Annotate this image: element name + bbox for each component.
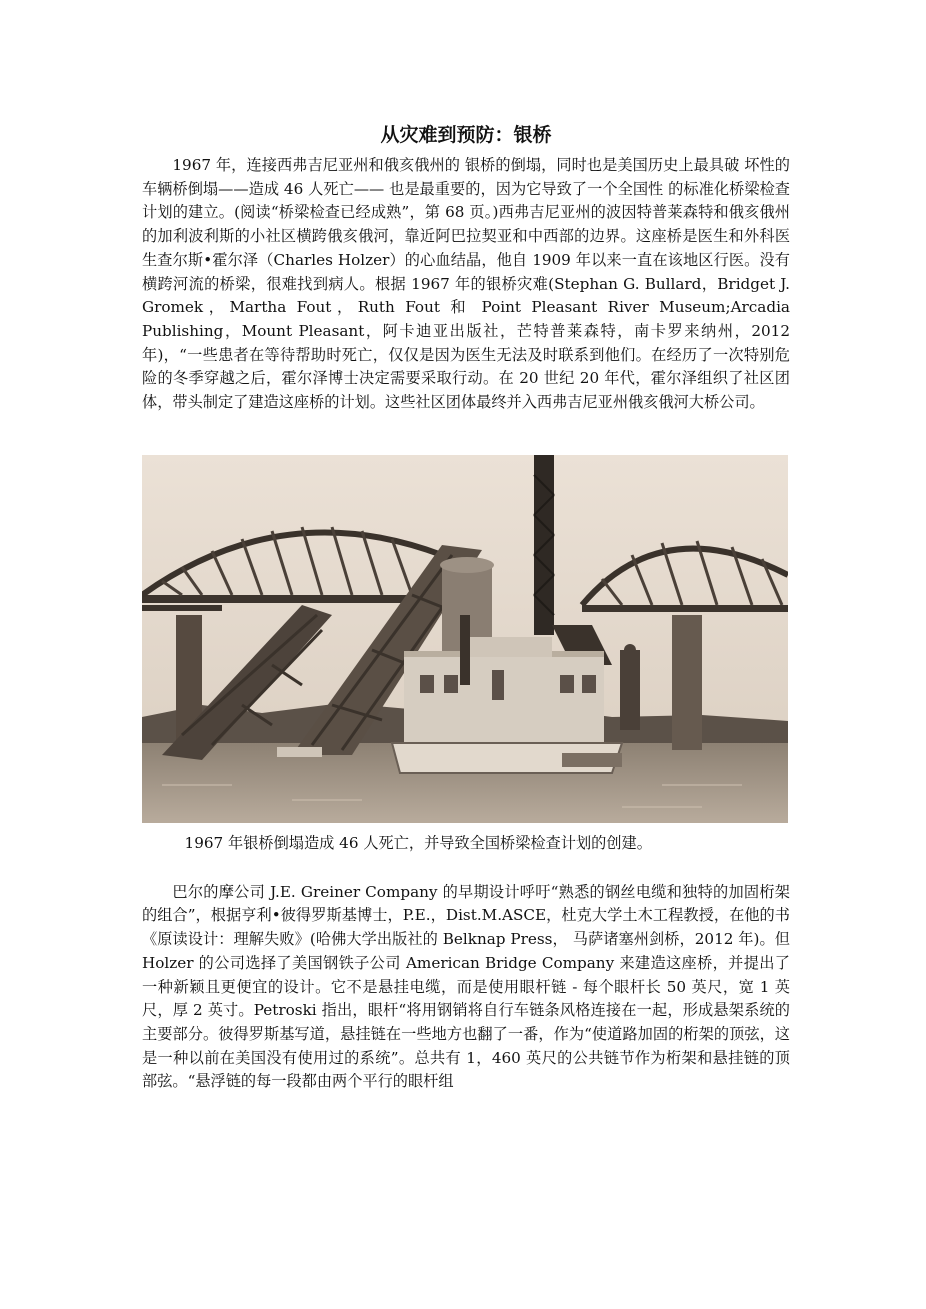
- paragraph-2: 巴尔的摩公司 J.E. Greiner Company 的早期设计呼吁“熟悉的钢丝电缆和独特的加固桁架的组合”，根据亨利•彼得罗斯基博士，P.E.，Dist.M.ASCE，杜克大学土木工程教授，在他的书《原读设计：理解失败》(哈佛大学出版社的 Belknap Press， 马萨诸塞州剑桥，2012 年)。但 Holzer 的公司选择了美国钢铁子公司 American Bridge Company 来建造这座桥，并提出了一种新颖且更便宜的设计。它不是悬挂电缆，而是使用眼杆链 - 每个眼杆长 50 英尺，宽 1 英尺，厚 2 英寸。Petroski 指出，眼杆“将用钢销将自行车链条风格连接在一起，形成悬架系统的主要部分。彼得罗斯基写道，悬挂链在一些地方也翻了一番，作为“使道路加固的桁架的顶弦，这是一种以前在美国没有使用过的系统”。总共有 1，460 英尺的公共链节作为桁架和悬挂链的顶部弦。“悬浮链的每一段都由两个平行的眼杆组: [142, 882, 790, 1091]
- photo-caption: 1967 年银桥倒塌造成 46 人死亡，并导致全国桥梁检查计划的创建。: [184, 833, 652, 852]
- page-title: 从灾难到预防：银桥: [380, 124, 552, 146]
- bridge-collapse-photo: [142, 455, 788, 823]
- paragraph-1: 1967 年，连接西弗吉尼亚州和俄亥俄州的 银桥的倒塌，同时也是美国历史上最具破 坏性的车辆桥倒塌——造成 46 人死亡—— 也是最重要的，因为它导致了一个全国性 的标准化桥梁检查计划的建立。(阅读“桥梁检查已经成熟”，第 68 页。)西弗吉尼亚州的波因特普莱森特和俄亥俄州的加利波利斯的小社区横跨俄亥俄河，靠近阿巴拉契亚和中西部的边界。这座桥是医生和外科医生查尔斯•霍尔泽（Charles Holzer）的心血结晶，他自 1909 年以来一直在该地区行医。没有横跨河流的桥梁，很难找到病人。根据 1967 年的银桥灾难(Stephan G. Bullard，Bridget J. Gromek，Martha Fout，Ruth Fout 和 Point Pleasant River Museum;Arcadia Publishing，Mount Pleasant，阿卡迪亚出版社，芒特普莱森特，南卡罗来纳州，2012 年)，“一些患者在等待帮助时死亡，仅仅是因为医生无法及时联系到他们。在经历了一次特别危险的冬季穿越之后，霍尔泽博士决定需要采取行动。在 20 世纪 20 年代，霍尔泽组织了社区团体，带头制定了建造这座桥的计划。这些社区团体最终并入西弗吉尼亚州俄亥俄河大桥公司。: [142, 156, 790, 412]
- photo-illustration: [142, 455, 788, 823]
- document-page: [142, 122, 790, 1094]
